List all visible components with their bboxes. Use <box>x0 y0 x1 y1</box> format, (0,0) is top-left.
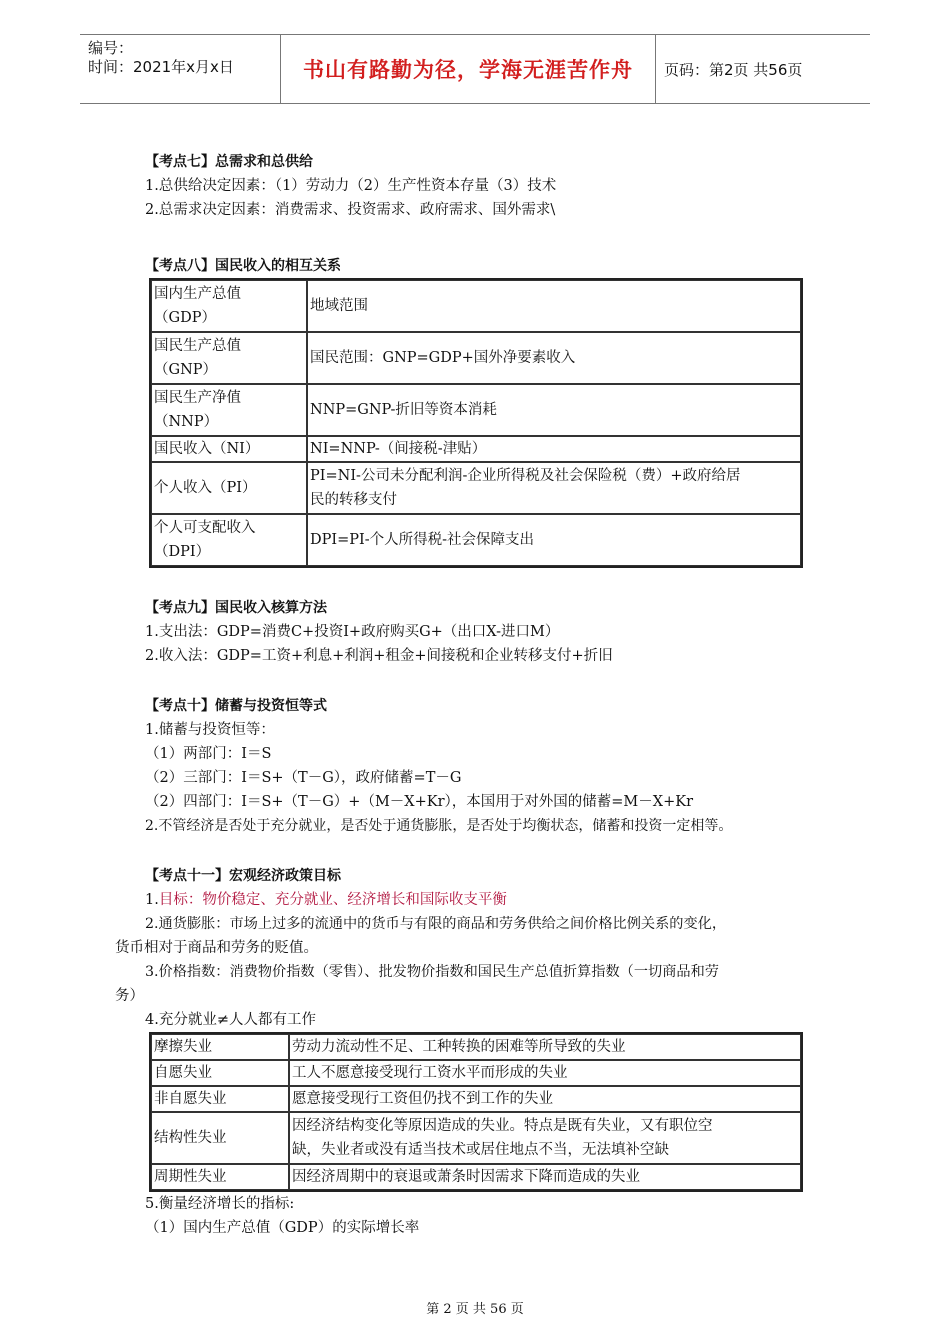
section-title: 【考点七】总需求和总供给 <box>145 154 313 170</box>
table-cell: 地域范围 <box>307 280 801 332</box>
text-line: （2）三部门：I＝S+（T－G），政府储蓄=T－G <box>145 770 462 786</box>
header-motto: 书山有路勤为径，学海无涯苦作舟 <box>280 35 656 103</box>
section-title: 【考点十】储蓄与投资恒等式 <box>145 698 327 714</box>
table-cell: 因经济结构变化等原因造成的失业。特点是既有失业，又有职位空 缺，失业者或没有适当技术或居住地点不当，无法填补空缺 <box>289 1112 801 1164</box>
page-footer: 第 2 页 共 56 页 <box>426 1302 524 1317</box>
table-row <box>151 1034 801 1060</box>
table-cell: 国民生产净值 （NNP） <box>151 384 307 436</box>
table-row <box>151 1112 801 1164</box>
table-cell: 个人收入（PI） <box>151 462 307 514</box>
table-row <box>151 514 801 566</box>
text-line: 5.衡量经济增长的指标: <box>145 1196 295 1212</box>
table-row <box>151 384 801 436</box>
section-title: 【考点十一】宏观经济政策目标 <box>145 868 341 884</box>
text-line: 4.充分就业≠人人都有工作 <box>145 1012 316 1028</box>
table-cell: PI=NI-公司未分配利润-企业所得税及社会保险税（费）+政府给居 民的转移支付 <box>307 462 801 514</box>
text-line: 1.目标：物价稳定、充分就业、经济增长和国际收支平衡 <box>145 892 507 908</box>
text-line: 1.支出法：GDP=消费C+投资I+政府购买G+（出口X-进口M） <box>145 624 560 640</box>
document-body <box>115 150 855 1240</box>
table-row <box>151 280 801 332</box>
table-row <box>151 1060 801 1086</box>
national-income-table <box>149 278 803 568</box>
table-cell: 劳动力流动性不足、工种转换的困难等所导致的失业 <box>289 1034 801 1060</box>
table-cell: NI=NNP-（间接税-津贴） <box>307 436 801 462</box>
table-cell: 自愿失业 <box>151 1060 289 1086</box>
text-line: 1.储蓄与投资恒等： <box>145 722 275 738</box>
text-line: 2.不管经济是否处于充分就业，是否处于通货膨胀，是否处于均衡状态，储蓄和投资一定相等。 <box>145 818 733 834</box>
time-label: 时间：2021年x月x日 <box>88 58 234 76</box>
number-label: 编号： <box>88 39 134 57</box>
table-cell: 国民收入（NI） <box>151 436 307 462</box>
table-cell: 非自愿失业 <box>151 1086 289 1112</box>
table-cell: 摩擦失业 <box>151 1034 289 1060</box>
highlighted-text: 目标：物价稳定、充分就业、经济增长和国际收支平衡 <box>158 892 507 908</box>
page-header <box>80 34 870 104</box>
text-line: 3.价格指数：消费物价指数（零售）、批发物价指数和国民生产总值折算指数（一切商品和劳 <box>145 964 719 980</box>
table-row <box>151 462 801 514</box>
section-title: 【考点八】国民收入的相互关系 <box>145 258 341 274</box>
table-row <box>151 436 801 462</box>
table-cell: 国民生产总值 （GNP） <box>151 332 307 384</box>
table-cell: DPI=PI-个人所得税-社会保障支出 <box>307 514 801 566</box>
header-meta <box>88 39 234 77</box>
section-title: 【考点九】国民收入核算方法 <box>145 600 327 616</box>
text-line: 务） <box>115 988 144 1004</box>
text-line: 2.通货膨胀：市场上过多的流通中的货币与有限的商品和劳务供给之间价格比例关系的变化， <box>145 916 727 932</box>
header-page-code: 页码：第2页 共56页 <box>664 61 803 79</box>
table-cell: 因经济周期中的衰退或萧条时因需求下降而造成的失业 <box>289 1164 801 1190</box>
table-row <box>151 1086 801 1112</box>
text-line: （1）国内生产总值（GDP）的实际增长率 <box>145 1220 420 1236</box>
text-line: 货币相对于商品和劳务的贬值。 <box>115 940 318 956</box>
text-line: 2.收入法：GDP=工资+利息+利润+租金+间接税和企业转移支付+折旧 <box>145 648 613 664</box>
table-cell: 工人不愿意接受现行工资水平而形成的失业 <box>289 1060 801 1086</box>
unemployment-table <box>149 1032 803 1192</box>
table-cell: 周期性失业 <box>151 1164 289 1190</box>
text-line: （1）两部门：I＝S <box>145 746 272 762</box>
table-cell: 个人可支配收入 （DPI） <box>151 514 307 566</box>
table-row <box>151 1164 801 1190</box>
table-row <box>151 332 801 384</box>
table-cell: 愿意接受现行工资但仍找不到工作的失业 <box>289 1086 801 1112</box>
text-line: （2）四部门：I＝S+（T－G）+（M－X+Kr），本国用于对外国的储蓄=M－X+Kr <box>145 794 694 810</box>
text-line: 2.总需求决定因素：消费需求、投资需求、政府需求、国外需求\ <box>145 202 556 218</box>
table-cell: 国民范围：GNP=GDP+国外净要素收入 <box>307 332 801 384</box>
table-cell: 国内生产总值 （GDP） <box>151 280 307 332</box>
table-cell: 结构性失业 <box>151 1112 289 1164</box>
table-cell: NNP=GNP-折旧等资本消耗 <box>307 384 801 436</box>
text-line: 1.总供给决定因素：（1）劳动力（2）生产性资本存量（3）技术 <box>145 178 557 194</box>
